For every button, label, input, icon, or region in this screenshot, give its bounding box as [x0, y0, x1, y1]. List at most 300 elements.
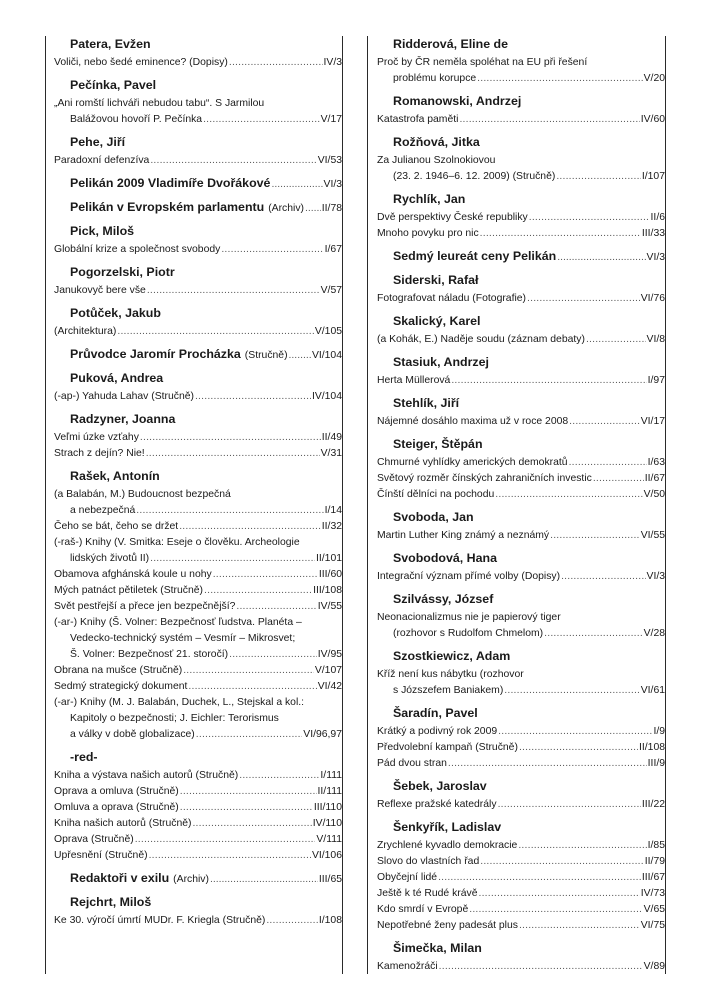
author-name: Svoboda, Jan	[393, 510, 474, 524]
dot-leader	[498, 724, 652, 740]
page-reference: III/108	[313, 585, 342, 596]
article-title: problému korupce	[393, 73, 477, 84]
author-name: Svobodová, Hana	[393, 551, 497, 565]
dot-leader	[179, 519, 321, 535]
dot-leader	[459, 112, 639, 128]
author-name: Szilvássy, József	[393, 592, 494, 606]
index-line	[54, 583, 342, 599]
index-line	[54, 430, 342, 446]
article-title: a války v době globalizace)	[70, 729, 195, 740]
index-entry	[377, 699, 665, 772]
page-reference: V/50	[643, 489, 665, 500]
article-title: (Architektura)	[54, 326, 117, 337]
page-reference: IV/104	[311, 391, 342, 402]
dot-leader	[236, 599, 316, 615]
dot-leader	[561, 569, 645, 585]
article-title-part: Kapitoly o bezpečnosti; J. Eichler: Terorismus	[70, 713, 279, 724]
index-entry	[54, 217, 342, 258]
section-title: Redaktoři v exilu	[70, 871, 170, 885]
dot-leader	[117, 324, 313, 340]
article-title-part: Proč by ČR neměla spoléhat na EU při řešení	[377, 57, 588, 68]
article-title: Obyčejní lidé	[377, 872, 438, 883]
author-name: Rejchrt, Miloš	[70, 895, 152, 909]
dot-leader	[221, 242, 323, 258]
index-entry	[377, 128, 665, 185]
section-title-line	[377, 248, 665, 266]
dot-leader	[150, 551, 315, 567]
article-title: Mnoho povyku pro nic	[377, 228, 479, 239]
article-title: Nájemné dosáhlo maxima už v roce 2008	[377, 416, 569, 427]
dot-leader	[136, 503, 323, 519]
author-name: Šimečka, Milan	[393, 941, 482, 955]
index-entry	[377, 934, 665, 975]
dot-leader	[480, 226, 641, 242]
index-line	[54, 816, 342, 832]
article-title: Svět pestřejší a přece jen bezpečnější?	[54, 601, 236, 612]
index-entry	[54, 340, 342, 364]
index-line	[377, 210, 665, 226]
index-line	[54, 519, 342, 535]
article-title: Š. Volner: Bezpečnosť 21. storočí)	[70, 649, 229, 660]
article-title: Zrychlené kyvadlo demokracie	[377, 840, 518, 851]
index-entry	[54, 405, 342, 462]
page-reference: VI/61	[640, 685, 665, 696]
author-name: Siderski, Rafał	[393, 273, 479, 287]
dot-leader	[498, 797, 641, 813]
article-title: Chmurné vyhlídky amerických demokratů	[377, 457, 568, 468]
index-entry	[54, 258, 342, 299]
index-line	[377, 569, 665, 585]
section-note: (Archiv)	[268, 203, 304, 214]
index-entry	[377, 813, 665, 934]
index-line	[377, 902, 665, 918]
page-reference: IV/55	[317, 601, 342, 612]
index-line	[54, 784, 342, 800]
page-reference: VI/42	[317, 681, 342, 692]
author-name: Stehlík, Jiří	[393, 396, 460, 410]
dot-leader	[150, 153, 316, 169]
left-border-rule	[45, 36, 46, 974]
article-title-part: (-ar-) Knihy (Š. Volner: Bezpečnosť ľudstva. Planéta –	[54, 617, 302, 628]
dot-leader	[146, 446, 320, 462]
page-reference: I/9	[653, 726, 665, 737]
page-reference: V/65	[643, 904, 665, 915]
article-title: Katastrofa paměti	[377, 114, 459, 125]
index-line	[54, 800, 342, 816]
index-line	[377, 332, 665, 348]
page-reference: V/57	[320, 285, 342, 296]
index-entry	[377, 772, 665, 813]
dot-leader	[188, 679, 316, 695]
dot-leader	[544, 626, 642, 642]
index-entry	[54, 36, 342, 71]
article-title: Čeho se bát, čeho se držet	[54, 521, 179, 532]
article-title: Nepotřebné ženy padesát plus	[377, 920, 518, 931]
page-reference: III/67	[641, 872, 665, 883]
dot-leader	[149, 848, 311, 864]
index-entry	[54, 864, 342, 888]
index-line	[377, 886, 665, 902]
dot-leader	[147, 283, 320, 299]
page-reference: III/65	[318, 874, 342, 885]
index-line	[54, 242, 342, 258]
article-title: s Józszefem Baniakem)	[393, 685, 504, 696]
section-title-line	[54, 346, 342, 364]
page-reference: V/105	[314, 326, 342, 337]
page-reference: IV/73	[640, 888, 665, 899]
article-title: (rozhovor s Rudolfom Chmelom)	[393, 628, 544, 639]
dot-leader	[439, 959, 643, 975]
section-title: Sedmý leureát ceny Pelikán	[393, 249, 557, 263]
index-entry	[377, 642, 665, 699]
index-entry	[377, 585, 665, 642]
article-title-part: „Ani romští lichváři nebudou tabu“. S Jarmilou	[54, 98, 265, 109]
article-title: Upřesnění (Stručně)	[54, 850, 148, 861]
dot-leader	[527, 291, 640, 307]
article-title: Obamova afghánská koule u nohy	[54, 569, 212, 580]
page-reference: VI/76	[640, 293, 665, 304]
dot-leader	[180, 784, 317, 800]
index-line	[377, 854, 665, 870]
index-line	[377, 226, 665, 242]
index-entry	[377, 430, 665, 503]
section-title-line	[54, 870, 342, 888]
index-line	[54, 832, 342, 848]
page-reference: II/101	[316, 553, 342, 564]
page-reference: I/97	[647, 375, 665, 386]
page-reference: III/60	[318, 569, 342, 580]
author-name: Ridderová, Eline de	[393, 37, 508, 51]
index-entry	[377, 348, 665, 389]
index-entry	[377, 503, 665, 544]
index-line	[54, 768, 342, 784]
dot-leader	[266, 913, 318, 929]
article-title: (a Kohák, E.) Naděje soudu (záznam debaty)	[377, 334, 585, 345]
index-line	[377, 870, 665, 886]
index-line	[377, 487, 665, 503]
index-line	[377, 414, 665, 430]
index-line	[54, 551, 342, 567]
article-title: Fotografovat náladu (Fotografie)	[377, 293, 527, 304]
article-title: Reflexe pražské katedrály	[377, 799, 497, 810]
index-entry	[377, 36, 665, 87]
page-reference: III/33	[641, 228, 665, 239]
page-reference: V/17	[320, 114, 342, 125]
article-title: Kamenožráči	[377, 961, 438, 972]
index-line	[377, 528, 665, 544]
dot-leader	[229, 647, 317, 663]
article-title: Čínští dělníci na pochodu	[377, 489, 495, 500]
page-reference: VI/8	[646, 334, 665, 345]
author-name: Rožňová, Jitka	[393, 135, 480, 149]
article-title-part: Neonacionalizmus nie je papierový tiger	[377, 612, 561, 623]
index-entry	[54, 128, 342, 169]
article-title: Martin Luther King známý a neznámý	[377, 530, 550, 541]
article-title: Dvě perspektivy České republiky	[377, 212, 528, 223]
index-entry	[377, 87, 665, 128]
page-reference: IV/3	[323, 57, 342, 68]
index-line	[54, 153, 342, 169]
index-column-left	[54, 36, 343, 974]
article-title: Kniha a výstava našich autorů (Stručně)	[54, 770, 239, 781]
article-title-part: (a Balabán, M.) Budoucnost bezpečná	[54, 489, 231, 500]
dot-leader	[504, 683, 639, 699]
index-line	[377, 683, 665, 699]
index-entry	[377, 389, 665, 430]
index-line	[377, 471, 665, 487]
index-line	[54, 55, 342, 71]
article-title-part: Kříž není kus nábytku (rozhovor	[377, 669, 524, 680]
page-reference: VI/3	[646, 571, 665, 582]
index-entry	[377, 544, 665, 585]
page-reference: I/108	[318, 915, 342, 926]
page-reference: I/14	[324, 505, 342, 516]
index-entry	[54, 169, 342, 193]
index-line	[377, 455, 665, 471]
page-reference: VI/75	[640, 920, 665, 931]
author-name: Pehe, Jiří	[70, 135, 126, 149]
author-name: Radzyner, Joanna	[70, 412, 176, 426]
index-line	[54, 647, 342, 663]
article-title: Kniha našich autorů (Stručně)	[54, 818, 192, 829]
page-reference: V/89	[643, 961, 665, 972]
page-reference: IV/60	[640, 114, 665, 125]
dot-leader	[556, 169, 641, 185]
index-line	[54, 913, 342, 929]
author-name: Pečínka, Pavel	[70, 78, 157, 92]
index-line	[54, 599, 342, 615]
section-title: Pelikán v Evropském parlamentu	[70, 200, 265, 214]
dot-leader	[519, 740, 638, 756]
dot-leader	[140, 430, 321, 446]
article-title-part: (-ar-) Knihy (M. J. Balabán, Duchek, L., Stejskal a kol.:	[54, 697, 305, 708]
index-entry	[54, 299, 342, 340]
article-title: Pád dvou stran	[377, 758, 447, 769]
dot-leader	[477, 71, 642, 87]
column-divider-rule	[367, 36, 368, 974]
index-line	[54, 503, 342, 519]
author-name: Potůček, Jakub	[70, 306, 161, 320]
index-line	[54, 727, 342, 743]
section-note: (Archiv)	[173, 874, 209, 885]
article-title: (23. 2. 1946–6. 12. 2009) (Stručně)	[393, 171, 556, 182]
dot-leader	[569, 455, 647, 471]
article-title: Janukovyč bere vše	[54, 285, 146, 296]
dot-leader	[203, 112, 320, 128]
index-line	[54, 663, 342, 679]
dot-leader	[239, 768, 319, 784]
dot-leader	[495, 487, 642, 503]
article-title: Sedmý strategický dokument	[54, 681, 188, 692]
dot-leader	[569, 414, 640, 430]
section-title: Průvodce Jaromír Procházka	[70, 347, 241, 361]
index-line	[377, 724, 665, 740]
page-reference: I/85	[647, 840, 665, 851]
article-title: Paradoxní defenzíva	[54, 155, 150, 166]
author-name: -red-	[70, 750, 98, 764]
dot-leader	[550, 528, 640, 544]
article-title: Balážovou hovoří P. Pečínka	[70, 114, 203, 125]
page-reference: V/31	[320, 448, 342, 459]
author-name: Skalický, Karel	[393, 314, 481, 328]
dot-leader	[213, 567, 318, 583]
index-entry	[377, 266, 665, 307]
dot-leader	[438, 870, 641, 886]
index-entry	[377, 185, 665, 242]
dot-leader	[196, 727, 303, 743]
article-title: Globální krize a společnost svobody	[54, 244, 221, 255]
index-line	[377, 756, 665, 772]
article-title-part: (-raš-) Knihy (V. Smitka: Eseje o člověku. Archeologie	[54, 537, 300, 548]
page-reference: I/63	[647, 457, 665, 468]
page-reference: V/111	[316, 834, 342, 845]
page-reference: III/110	[313, 802, 342, 813]
dot-leader	[180, 800, 313, 816]
section-note: (Stručně)	[244, 350, 288, 361]
author-name: Šaradín, Pavel	[393, 706, 478, 720]
page-reference: IV/110	[312, 818, 342, 829]
article-title: a nebezpečná	[70, 505, 136, 516]
index-entry	[377, 242, 665, 266]
index-line	[54, 567, 342, 583]
article-title-part: Za Julianou Szolnokiovou	[377, 155, 496, 166]
article-title: Světový rozměr čínských zahraničních investic	[377, 473, 592, 484]
article-title: Herta Müllerová	[377, 375, 451, 386]
index-entry	[54, 743, 342, 864]
dot-leader	[289, 348, 311, 364]
index-line	[377, 169, 665, 185]
author-name: Patera, Evžen	[70, 37, 151, 51]
article-title: Mých patnáct pětiletek (Stručně)	[54, 585, 204, 596]
index-line	[377, 959, 665, 975]
page-reference: II/108	[639, 742, 665, 753]
index-line	[54, 389, 342, 405]
index-line	[54, 848, 342, 864]
dot-leader	[183, 663, 314, 679]
page-reference: VI/104	[311, 350, 342, 361]
page-reference: III/22	[641, 799, 665, 810]
author-name: Puková, Andrea	[70, 371, 164, 385]
index-line	[377, 291, 665, 307]
article-title: Slovo do vlastních řad	[377, 856, 480, 867]
article-title: Ke 30. výročí úmrtí MUDr. F. Kriegla (Stručně)	[54, 915, 266, 926]
article-title: Oprava (Stručně)	[54, 834, 134, 845]
page-reference: VI/106	[311, 850, 342, 861]
page-reference: VI/17	[640, 416, 665, 427]
index-entry	[54, 71, 342, 128]
page-reference: VI/55	[640, 530, 665, 541]
index-line	[377, 838, 665, 854]
dot-leader	[305, 201, 321, 217]
page-reference: V/107	[314, 665, 342, 676]
dot-leader	[519, 918, 640, 934]
page-reference: VI/3	[646, 252, 665, 263]
dot-leader	[469, 902, 642, 918]
article-title: Oprava a omluva (Stručně)	[54, 786, 179, 797]
index-line	[377, 112, 665, 128]
page-reference: II/67	[644, 473, 665, 484]
page-reference: V/20	[643, 73, 665, 84]
author-name: Steiger, Štěpán	[393, 437, 483, 451]
article-title-part: Vedecko-technický systém – Vesmír – Mikrosvet;	[70, 633, 296, 644]
article-title: Ještě k té Rudé krávě	[377, 888, 478, 899]
article-title: Strach z dejín? Nie!	[54, 448, 145, 459]
article-title: lidských životů II)	[70, 553, 150, 564]
article-title: Voliči, nebo šedé eminence? (Dopisy)	[54, 57, 228, 68]
page-reference: VI/96,97	[303, 729, 342, 740]
index-line	[377, 740, 665, 756]
page-reference: IV/95	[317, 649, 342, 660]
index-line	[377, 71, 665, 87]
section-title: Pelikán 2009 Vladimíře Dvořákové	[70, 176, 271, 190]
dot-leader	[229, 55, 323, 71]
index-line	[54, 446, 342, 462]
page-reference: III/9	[647, 758, 665, 769]
index-entry	[54, 364, 342, 405]
article-title: Omluva a oprava (Stručně)	[54, 802, 179, 813]
page-reference: I/107	[641, 171, 665, 182]
index-line	[377, 373, 665, 389]
index-line	[377, 626, 665, 642]
author-name: Szostkiewicz, Adam	[393, 649, 511, 663]
dot-leader	[204, 583, 312, 599]
author-name: Romanowski, Andrzej	[393, 94, 522, 108]
dot-leader	[557, 250, 645, 266]
page-reference: II/78	[321, 203, 342, 214]
author-name: Šebek, Jaroslav	[393, 779, 487, 793]
dot-leader	[271, 177, 322, 193]
page-reference: II/32	[321, 521, 342, 532]
index-line	[54, 324, 342, 340]
index-entry	[377, 307, 665, 348]
page-reference: II/49	[321, 432, 342, 443]
author-name: Rašek, Antonín	[70, 469, 160, 483]
index-line	[54, 112, 342, 128]
page-reference: VI/3	[323, 179, 342, 190]
section-title-line	[54, 175, 342, 193]
page-reference: I/111	[320, 770, 342, 781]
page-reference: V/28	[643, 628, 665, 639]
author-name: Rychlík, Jan	[393, 192, 466, 206]
page-reference: VI/53	[317, 155, 342, 166]
article-title: Integrační význam přímé volby (Dopisy)	[377, 571, 561, 582]
index-line	[377, 797, 665, 813]
index-entry	[54, 193, 342, 217]
article-title: Krátký a podivný rok 2009	[377, 726, 498, 737]
index-line	[377, 918, 665, 934]
dot-leader	[479, 886, 640, 902]
author-name: Pogorzelski, Piotr	[70, 265, 175, 279]
article-title: Veľmi úzke vzťahy	[54, 432, 139, 443]
dot-leader	[192, 816, 311, 832]
page-reference: II/6	[650, 212, 665, 223]
dot-leader	[210, 872, 318, 888]
dot-leader	[195, 389, 311, 405]
index-column-right	[377, 36, 666, 974]
page-reference: II/79	[644, 856, 665, 867]
index-line	[54, 283, 342, 299]
section-title-line	[54, 199, 342, 217]
dot-leader	[135, 832, 316, 848]
index-entry	[54, 888, 342, 929]
author-name: Stasiuk, Andrzej	[393, 355, 489, 369]
page-reference: II/111	[317, 786, 342, 797]
dot-leader	[529, 210, 650, 226]
index-entry	[54, 462, 342, 743]
page-reference: I/67	[324, 244, 342, 255]
index-line	[54, 679, 342, 695]
article-title: (-ap-) Yahuda Lahav (Stručně)	[54, 391, 194, 402]
